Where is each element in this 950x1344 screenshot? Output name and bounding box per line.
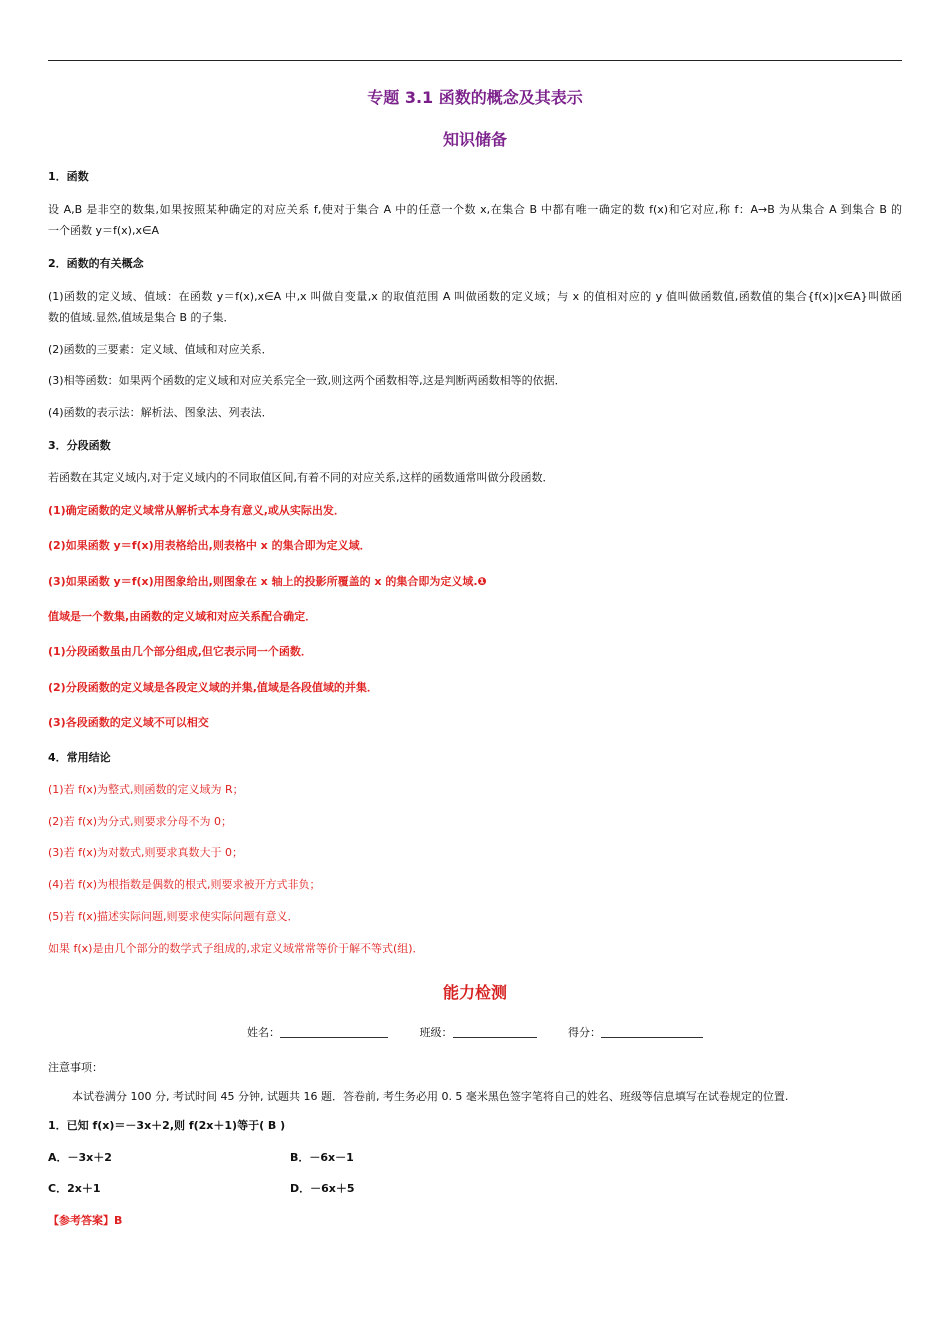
conclusion-1: (1)若 f(x)为整式,则函数的定义域为 R；: [48, 783, 244, 796]
option-c: C．2x＋1: [48, 1182, 101, 1195]
option-d: D．－6x＋5: [290, 1182, 355, 1195]
para-2a: (1)函数的定义域、值域：在函数 y＝f(x),x∈A 中,x 叫做自变量,x 的取值范围 A 叫做函数的定义域；与 x 的值相对应的 y 值叫做函数值,函数值的集合{f(x)|x∈A}叫做函: [48, 290, 902, 303]
red-note-4: 值域是一个数集,由函数的定义域和对应关系配合确定．: [48, 610, 317, 623]
red-note-2: (2)如果函数 y＝f(x)用表格给出,则表格中 x 的集合即为定义域．: [48, 539, 371, 552]
document-page: [48, 0, 902, 1344]
red-note-5: (1)分段函数虽由几个部分组成,但它表示同一个函数．: [48, 645, 312, 658]
class-blank[interactable]: [453, 1027, 537, 1038]
heading-2: 2．函数的有关概念: [48, 257, 144, 270]
heading-1: 1．函数: [48, 170, 89, 183]
reference-answer: 【参考答案】B: [48, 1214, 123, 1227]
score-label: 得分：: [568, 1026, 601, 1039]
notice-text: 本试卷满分 100 分, 考试时间 45 分钟, 试题共 16 题．答卷前, 考生务必用 0. 5 毫米黑色签字笔将自己的姓名、班级等信息填写在试卷规定的位置.: [72, 1090, 789, 1103]
student-info-row: [48, 1026, 902, 1040]
notice-label: 注意事项：: [48, 1061, 103, 1074]
conclusion-3: (3)若 f(x)为对数式,则要求真数大于 0；: [48, 846, 244, 859]
name-label: 姓名：: [247, 1026, 280, 1039]
red-note-7: (3)各段函数的定义域不可以相交: [48, 716, 209, 729]
para-2e: (4)函数的表示法：解析法、图象法、列表法．: [48, 406, 273, 419]
para-1b: 一个函数 y＝f(x),x∈A: [48, 224, 160, 237]
conclusion-6: 如果 f(x)是由几个部分的数学式子组成的,求定义域常常等价于解不等式(组)．: [48, 942, 424, 955]
name-blank[interactable]: [280, 1027, 388, 1038]
option-b: B．－6x－1: [290, 1151, 354, 1164]
heading-3: 3．分段函数: [48, 439, 111, 452]
red-note-6: (2)分段函数的定义域是各段定义域的并集,值域是各段值域的并集．: [48, 681, 378, 694]
red-note-3: (3)如果函数 y＝f(x)用图象给出,则图象在 x 轴上的投影所覆盖的 x 的集合即为定义域.❶: [48, 575, 487, 588]
class-label: 班级：: [419, 1026, 453, 1039]
section-test-title: 能力检测: [442, 983, 507, 1002]
option-a: A．－3x＋2: [48, 1151, 112, 1164]
score-blank[interactable]: [601, 1027, 703, 1038]
para-2c: (2)函数的三要素：定义域、值域和对应关系．: [48, 343, 273, 356]
para-1a: 设 A,B 是非空的数集,如果按照某种确定的对应关系 f,使对于集合 A 中的任意一个数 x,在集合 B 中都有唯一确定的数 f(x)和它对应,称 f：A→B 为从集合 A 到集合 B 的: [48, 203, 902, 216]
header-rule: [48, 60, 902, 61]
doc-title: 专题 3.1 函数的概念及其表示: [367, 88, 583, 107]
para-2b: 数的值域.显然,值域是集合 B 的子集．: [48, 311, 235, 324]
para-3: 若函数在其定义域内,对于定义域内的不同取值区间,有着不同的对应关系,这样的函数通常叫做分段函数．: [48, 471, 554, 484]
para-2d: (3)相等函数：如果两个函数的定义域和对应关系完全一致,则这两个函数相等,这是判断两函数相等的依据．: [48, 374, 566, 387]
conclusion-5: (5)若 f(x)描述实际问题,则要求使实际问题有意义．: [48, 910, 299, 923]
heading-4: 4．常用结论: [48, 751, 111, 764]
conclusion-4: (4)若 f(x)为根指数是偶数的根式,则要求被开方式非负；: [48, 878, 321, 891]
question-1: 1．已知 f(x)＝－3x＋2,则 f(2x＋1)等于( B ): [48, 1119, 286, 1132]
conclusion-2: (2)若 f(x)为分式,则要求分母不为 0；: [48, 815, 233, 828]
section-knowledge-title: 知识储备: [442, 130, 507, 149]
red-note-1: (1)确定函数的定义域常从解析式本身有意义,或从实际出发．: [48, 504, 345, 517]
